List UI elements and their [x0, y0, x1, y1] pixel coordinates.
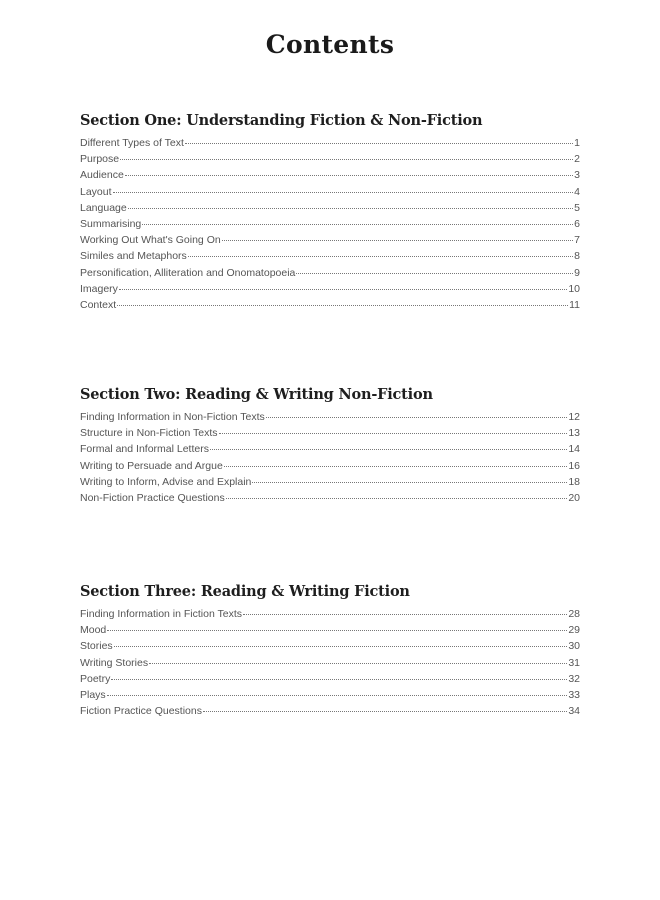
entry-page-number: 14 — [568, 443, 580, 456]
entry-title: Formal and Informal Letters — [80, 443, 209, 456]
entry-title: Purpose — [80, 153, 120, 166]
dot-leader — [125, 175, 573, 176]
entry-list — [80, 135, 580, 313]
toc-entry[interactable] — [80, 474, 580, 490]
entry-list — [80, 606, 580, 719]
toc-entry[interactable] — [80, 703, 580, 719]
entry-page-number: 4 — [574, 185, 580, 198]
entry-title: Summarising — [80, 217, 142, 230]
dot-leader — [117, 305, 568, 306]
dot-leader — [226, 498, 568, 499]
entry-title: Different Types of Text — [80, 137, 184, 149]
section-one — [80, 111, 580, 313]
toc-entry[interactable] — [80, 216, 580, 232]
section-heading: Section One: Understanding Fiction & Non-Fiction — [80, 112, 483, 129]
entry-page-number: 1 — [574, 137, 580, 149]
entry-title: Language — [80, 201, 127, 214]
toc-entry[interactable] — [80, 281, 580, 297]
entry-page-number: 33 — [568, 688, 580, 701]
entry-page-number: 12 — [568, 411, 580, 423]
entry-page-number: 3 — [574, 169, 580, 182]
dot-leader — [120, 159, 573, 160]
entry-page-number: 34 — [568, 705, 580, 718]
toc-entry[interactable] — [80, 135, 580, 151]
entry-title: Non-Fiction Practice Questions — [80, 491, 225, 504]
entry-title: Personification, Alliteration and Onomatopoeia — [80, 266, 296, 279]
dot-leader — [252, 482, 567, 483]
section-heading: Section Two: Reading & Writing Non-Fiction — [80, 386, 433, 403]
entry-page-number: 16 — [568, 459, 580, 472]
entry-title: Structure in Non-Fiction Texts — [80, 427, 218, 440]
section-three — [80, 582, 580, 719]
entry-page-number: 28 — [568, 608, 580, 620]
entry-page-number: 13 — [568, 427, 580, 440]
dot-leader — [203, 711, 567, 712]
entry-page-number: 32 — [568, 672, 580, 685]
toc-entry[interactable] — [80, 671, 580, 687]
dot-leader — [185, 143, 573, 144]
toc-entry[interactable] — [80, 655, 580, 671]
dot-leader — [222, 240, 573, 241]
entry-title: Layout — [80, 185, 112, 198]
toc-entry[interactable] — [80, 167, 580, 183]
entry-title: Writing to Persuade and Argue — [80, 459, 223, 472]
entry-title: Fiction Practice Questions — [80, 705, 202, 718]
entry-title: Writing to Inform, Advise and Explain — [80, 475, 252, 488]
entry-title: Plays — [80, 688, 106, 701]
entry-page-number: 10 — [568, 282, 580, 295]
entry-page-number: 6 — [574, 217, 580, 230]
entry-page-number: 29 — [568, 624, 580, 637]
toc-entry[interactable] — [80, 638, 580, 654]
dot-leader — [188, 256, 573, 257]
dot-leader — [119, 289, 567, 290]
dot-leader — [224, 466, 568, 467]
entry-page-number: 8 — [574, 250, 580, 263]
dot-leader — [107, 695, 568, 696]
entry-title: Finding Information in Fiction Texts — [80, 608, 243, 620]
entry-list — [80, 409, 580, 506]
toc-entry[interactable] — [80, 248, 580, 264]
dot-leader — [114, 646, 568, 647]
entry-title: Stories — [80, 640, 113, 653]
toc-entry[interactable] — [80, 490, 580, 506]
entry-page-number: 18 — [568, 475, 580, 488]
toc-entry[interactable] — [80, 458, 580, 474]
entry-title: Working Out What's Going On — [80, 234, 221, 247]
toc-entry[interactable] — [80, 151, 580, 167]
toc-entry[interactable] — [80, 297, 580, 313]
dot-leader — [142, 224, 573, 225]
toc-entry[interactable] — [80, 409, 580, 425]
entry-title: Context — [80, 298, 117, 311]
toc-entry[interactable] — [80, 441, 580, 457]
section-heading: Section Three: Reading & Writing Fiction — [80, 583, 410, 600]
entry-page-number: 30 — [568, 640, 580, 653]
entry-title: Writing Stories — [80, 656, 149, 669]
toc-entry[interactable] — [80, 425, 580, 441]
entry-page-number: 2 — [574, 153, 580, 166]
section-two — [80, 385, 580, 506]
toc-entry[interactable] — [80, 184, 580, 200]
entry-title: Poetry — [80, 672, 111, 685]
entry-page-number: 5 — [574, 201, 580, 214]
dot-leader — [296, 273, 573, 274]
toc-entry[interactable] — [80, 606, 580, 622]
entry-page-number: 31 — [568, 656, 580, 669]
dot-leader — [243, 614, 567, 615]
toc-entry[interactable] — [80, 232, 580, 248]
entry-title: Imagery — [80, 282, 118, 295]
entry-page-number: 11 — [569, 298, 580, 311]
entry-page-number: 7 — [574, 234, 580, 247]
dot-leader — [113, 192, 574, 193]
dot-leader — [107, 630, 567, 631]
dot-leader — [111, 679, 567, 680]
dot-leader — [219, 433, 568, 434]
entry-page-number: 20 — [568, 491, 580, 504]
entry-page-number: 9 — [574, 266, 580, 279]
toc-entry[interactable] — [80, 622, 580, 638]
entry-title: Similes and Metaphors — [80, 250, 187, 263]
toc-entry[interactable] — [80, 200, 580, 216]
dot-leader — [149, 663, 567, 664]
toc-entry[interactable] — [80, 265, 580, 281]
dot-leader — [210, 449, 567, 450]
dot-leader — [266, 417, 568, 418]
toc-entry[interactable] — [80, 687, 580, 703]
entry-title: Finding Information in Non-Fiction Texts — [80, 411, 265, 423]
dot-leader — [128, 208, 573, 209]
page-title: Contents — [265, 30, 395, 59]
entry-title: Mood — [80, 624, 107, 637]
entry-title: Audience — [80, 169, 124, 182]
